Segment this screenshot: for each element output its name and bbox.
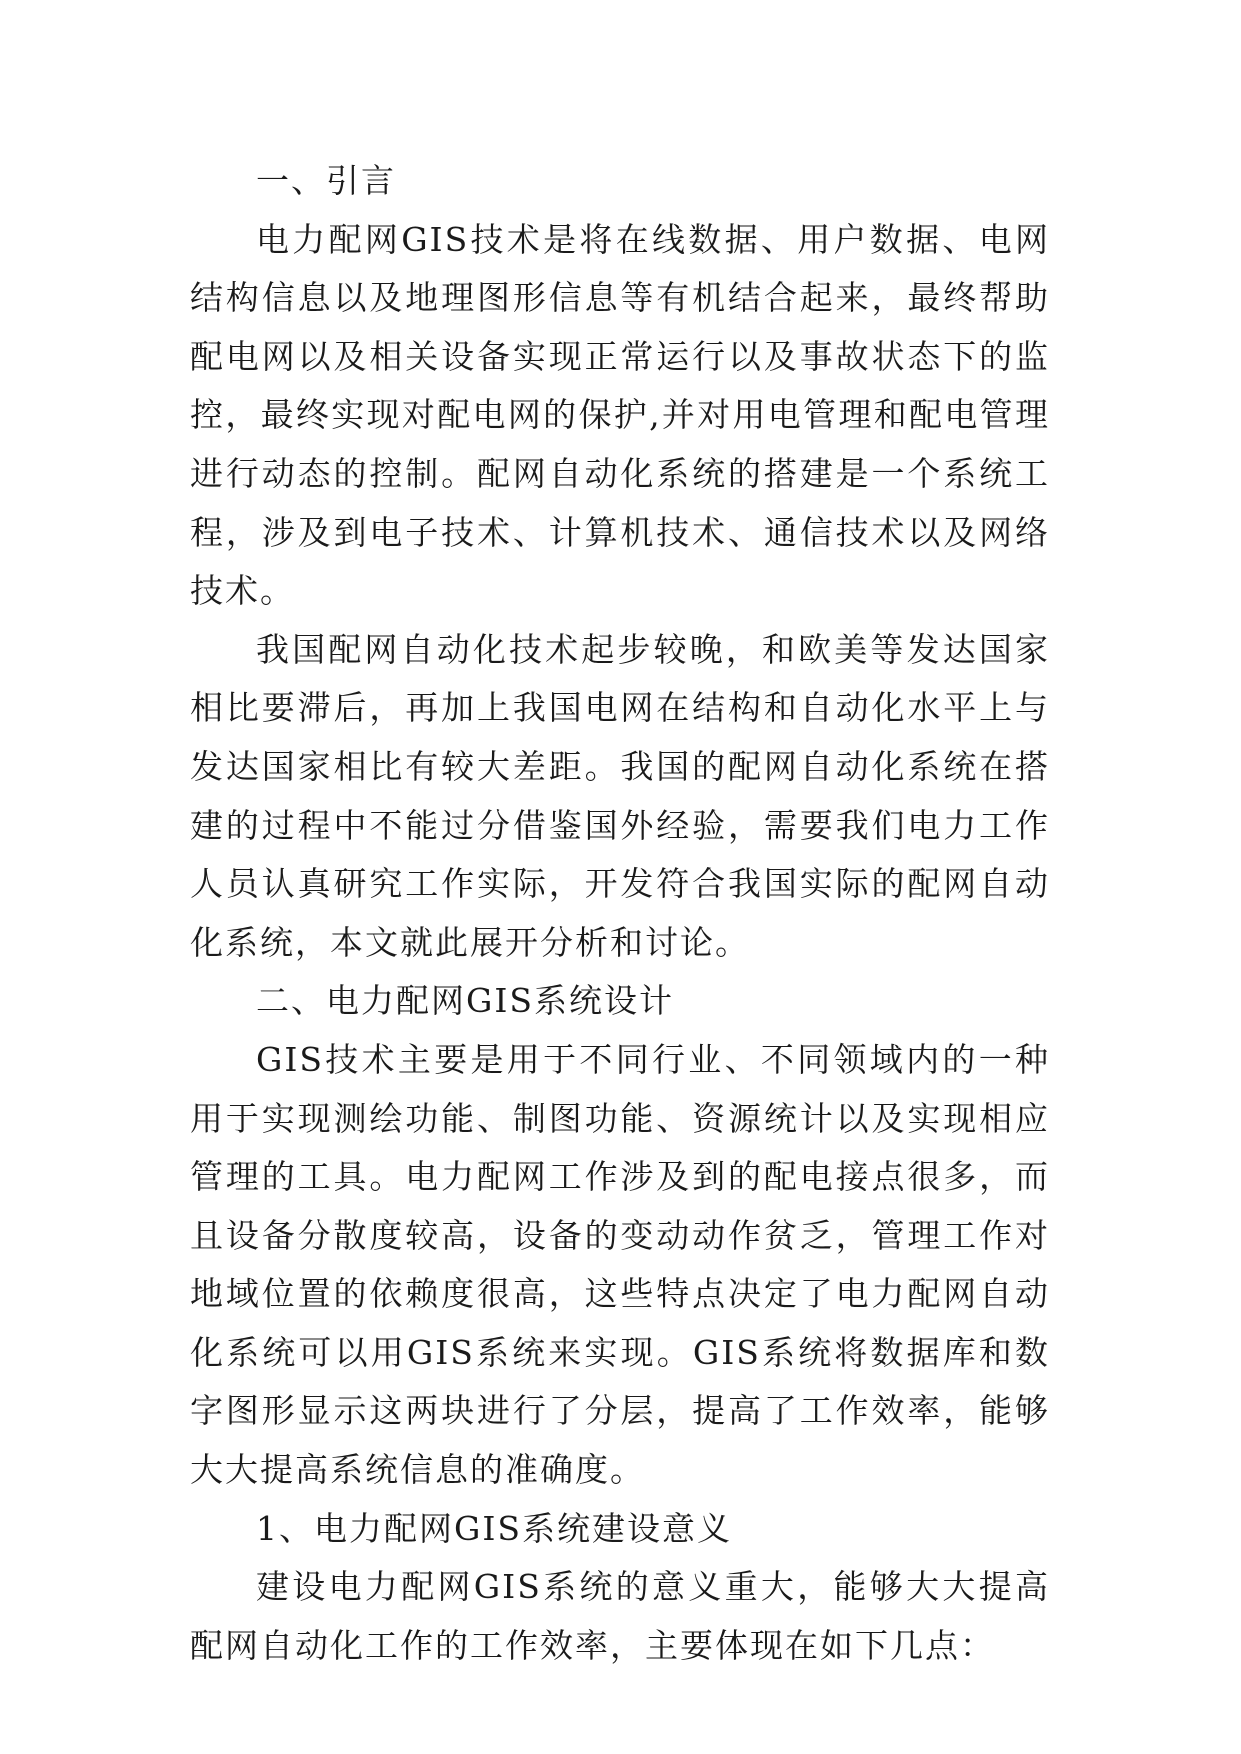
- section-heading-system-design: 二、电力配网GIS系统设计: [256, 981, 675, 1021]
- paragraph-gis-technology: GIS技术主要是用于不同行业、不同领域内的一种用于实现测绘功能、制图功能、资源统计以及实现相应管理的工具。电力配网工作涉及到的配电接点很多，而且设备分散度较高，设备的变动动作贫乏，管理工作对地域位置的依赖度很高，这些特点决定了电力配网自动化系统可以用GIS系统来实现。GIS系统将数据库和数字图形显示这两块进行了分层，提高了工作效率，能够大大提高系统信息的准确度。: [190, 1039, 1050, 1490]
- subsection-heading-significance: 1、电力配网GIS系统建设意义: [256, 1508, 732, 1548]
- section-heading-introduction: 一、引言: [256, 161, 396, 200]
- paragraph-gis-overview: 电力配网GIS技术是将在线数据、用户数据、电网结构信息以及地理图形信息等有机结合起来，最终帮助配电网以及相关设备实现正常运行以及事故状态下的监控，最终实现对配电网的保护,并对用电管理和配电管理进行动态的控制。配网自动化系统的搭建是一个系统工程，涉及到电子技术、计算机技术、通信技术以及网络技术。: [190, 219, 1050, 611]
- document-body: [190, 152, 1050, 1675]
- paragraph-domestic-status: 我国配网自动化技术起步较晚，和欧美等发达国家相比要滞后，再加上我国电网在结构和自动化水平上与发达国家相比有较大差距。我国的配网自动化系统在搭建的过程中不能过分借鉴国外经验，需要我们电力工作人员认真研究工作实际，开发符合我国实际的配网自动化系统，本文就此展开分析和讨论。: [190, 629, 1050, 962]
- paragraph-significance: 建设电力配网GIS系统的意义重大，能够大大提高配网自动化工作的工作效率，主要体现在如下几点：: [190, 1567, 1050, 1665]
